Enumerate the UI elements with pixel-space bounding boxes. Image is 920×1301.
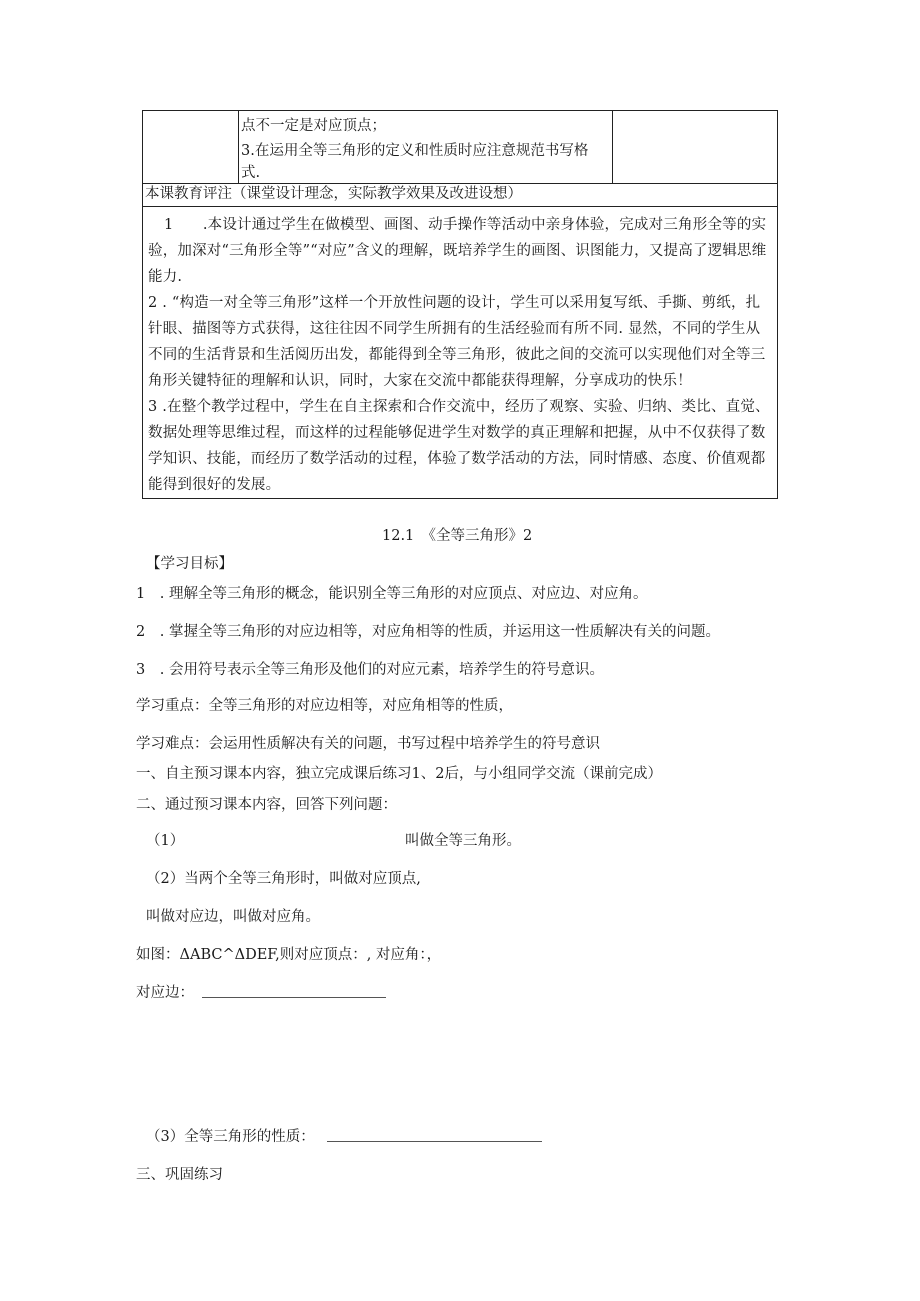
table-col-divider-1 — [238, 110, 239, 184]
evaluation-table — [142, 110, 778, 499]
question-1-number: （1） — [146, 833, 185, 849]
table-col-divider-2 — [612, 110, 613, 184]
figure-line: 如图：ΔABC^ΔDEF,则对应顶点：, 对应角：， — [136, 947, 442, 963]
lesson-title: 12.1 《全等三角形》2 — [382, 528, 533, 544]
key-point: 学习重点：全等三角形的对应边相等，对应角相等的性质， — [136, 698, 513, 714]
question-3: （3）全等三角形的性质： — [146, 1129, 315, 1145]
objective-2: 2 . 掌握全等三角形的对应边相等，对应角相等的性质，并运用这一性质解决有关的问题。 — [136, 624, 720, 640]
row1-line1: 点不一定是对应顶点； — [241, 118, 386, 134]
evaluation-paragraph-2: 2 . “构造一对全等三角形”这样一个开放性问题的设计，学生可以采用复写纸、手撕、剪纸，扎针眼、描图等方式获得，这往往因不同学生所拥有的生活经验而有所不同. 显然，不同的学生从不同的生活背景和生活阅历出发，都能得到全等三角形，彼此之间的交流可以实现他们对全等三角形关键特征的理解和认识，同时，大家在交流中都能获得理解，分享成功的快乐！ — [148, 295, 766, 389]
row1-line2: 3.在运用全等三角形的定义和性质时应注意规范书写格 — [241, 143, 589, 159]
section-3: 三、巩固练习 — [136, 1167, 223, 1183]
question-2: （2）当两个全等三角形时，叫做对应顶点, — [146, 871, 421, 887]
property-blank-line — [327, 1141, 542, 1142]
table-border-right — [777, 110, 778, 499]
sides-label: 对应边： — [136, 985, 194, 1001]
table-border-left — [142, 110, 143, 499]
row1-line3: 式. — [241, 165, 261, 181]
sides-blank-line — [202, 997, 386, 998]
objective-1: 1 . 理解全等三角形的概念，能识别全等三角形的对应顶点、对应边、对应角。 — [136, 586, 648, 602]
evaluation-header: 本课教育评注（课堂设计理念，实际教学效果及改进设想） — [145, 186, 522, 202]
evaluation-paragraph-1: 1 .本设计通过学生在做模型、画图、动手操作等活动中亲身体验，完成对三角形全等的实验，加深对“三角形全等”“对应”含义的理解，既培养学生的画图、识图能力，又提高了逻辑思维能力. — [148, 217, 767, 285]
section-2: 二、通过预习课本内容，回答下列问题： — [136, 797, 397, 813]
difficulty: 学习难点：会运用性质解决有关的问题，书写过程中培养学生的符号意识 — [136, 736, 600, 752]
question-2-continued: 叫做对应边，叫做对应角。 — [146, 909, 320, 925]
evaluation-paragraph-3: 3 .在整个教学过程中，学生在自主探索和合作交流中，经历了观察、实验、归纳、类比、直觉、数据处理等思维过程，而这样的过程能够促进学生对数学的真正理解和把握，从中不仅获得了数学知识、技能，而经历了数学活动的过程，体验了数学活动的方法，同时情感、态度、价值观都能得到很好的发展。 — [148, 399, 770, 493]
section-1: 一、自主预习课本内容，独立完成课后练习1、2后，与小组同学交流（课前完成） — [136, 766, 662, 782]
objectives-header: 【学习目标】 — [146, 556, 233, 572]
question-1-text: 叫做全等三角形。 — [405, 833, 521, 849]
objective-3: 3 . 会用符号表示全等三角形及他们的对应元素，培养学生的符号意识。 — [136, 662, 604, 678]
table-border-bottom — [142, 498, 778, 499]
